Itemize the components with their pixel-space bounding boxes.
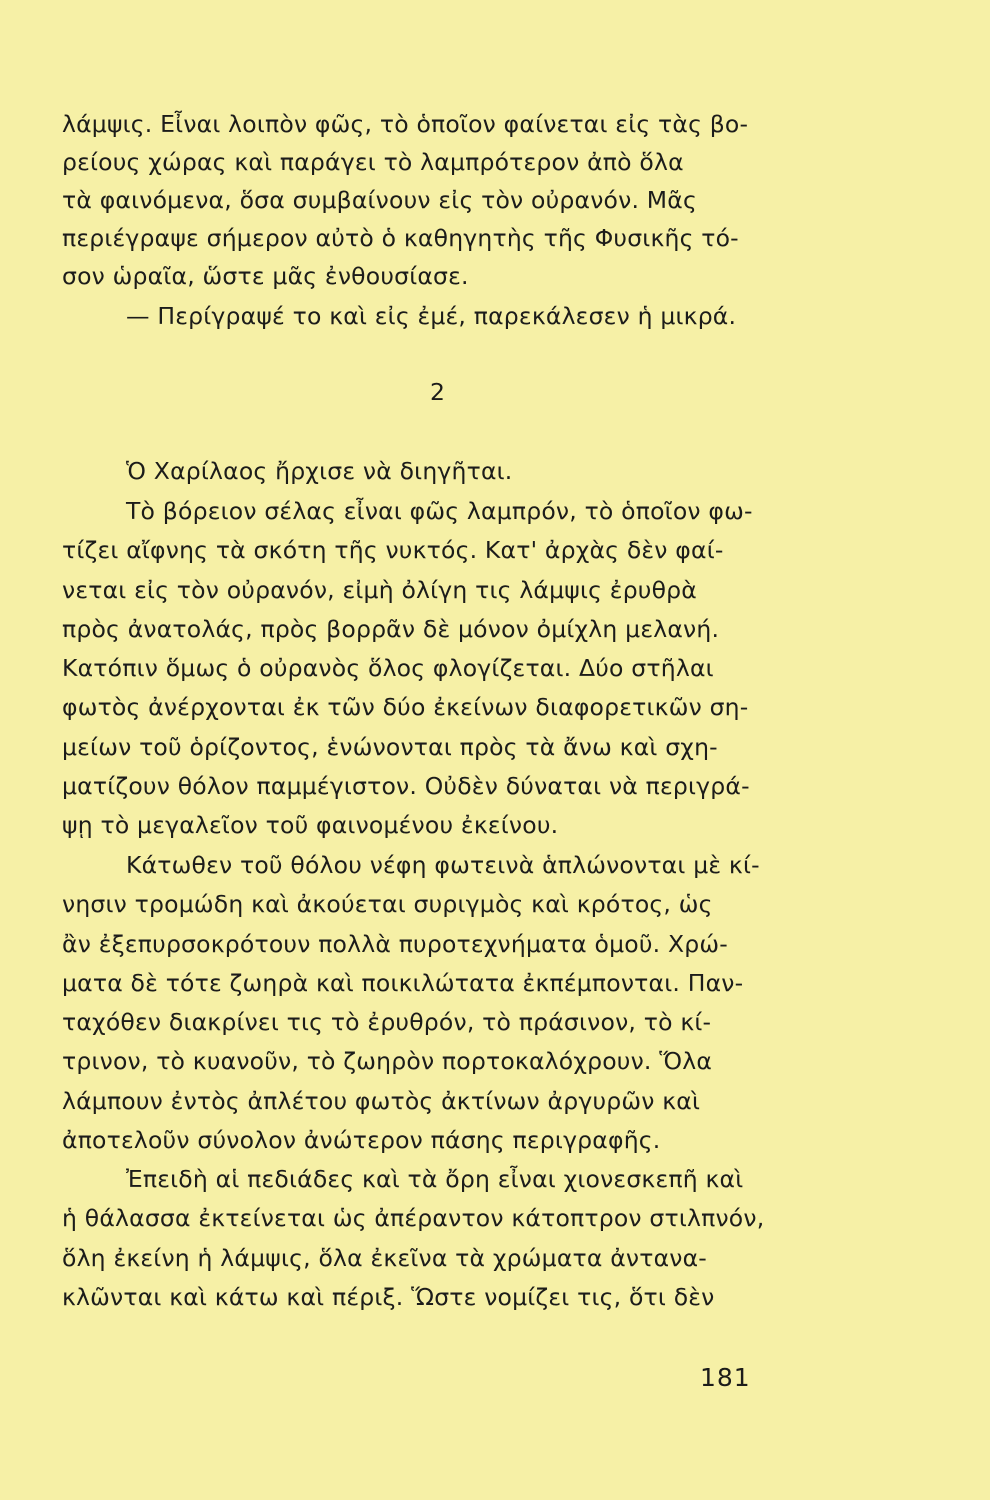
text-line: τίζει αἴφνης τὰ σκότη τῆς νυκτός. Κατ' ἀρχὰς δὲν φαί- xyxy=(62,536,724,564)
text-line: ματα δὲ τότε ζωηρὰ καὶ ποικιλώτατα ἐκπέμπονται. Παν- xyxy=(62,969,744,997)
text-line: μείων τοῦ ὁρίζοντος, ἑνώνονται πρὸς τὰ ἄνω καὶ σχη- xyxy=(62,733,718,761)
section-number: 2 xyxy=(430,378,445,406)
text-line: Ὁ Χαρίλαος ἤρχισε νὰ διηγῆται. xyxy=(126,457,513,485)
text-line: ὅλη ἐκείνη ἡ λάμψις, ὅλα ἐκεῖνα τὰ χρώματα ἀντανα- xyxy=(62,1244,707,1272)
text-line: κλῶνται καὶ κάτω καὶ πέριξ. Ὥστε νομίζει τις, ὅτι δὲν xyxy=(62,1283,715,1311)
text-line: λάμπουν ἐντὸς ἀπλέτου φωτὸς ἀκτίνων ἀργυρῶν καὶ xyxy=(62,1087,701,1115)
text-line: Κατόπιν ὅμως ὁ οὐρανὸς ὅλος φλογίζεται. Δύο στῆλαι xyxy=(62,654,714,682)
text-line: Τὸ βόρειον σέλας εἶναι φῶς λαμπρόν, τὸ ὁποῖον φω- xyxy=(126,497,753,525)
text-line: ταχόθεν διακρίνει τις τὸ ἐρυθρόν, τὸ πράσινον, τὸ κί- xyxy=(62,1008,712,1036)
text-line: ἀποτελοῦν σύνολον ἀνώτερον πάσης περιγραφῆς. xyxy=(62,1126,661,1154)
text-line: — Περίγραψέ το καὶ εἰς ἐμέ, παρεκάλεσεν ἡ μικρά. xyxy=(126,302,737,330)
text-line: Ἐπειδὴ αἱ πεδιάδες καὶ τὰ ὄρη εἶναι χιονεσκεπῆ καὶ xyxy=(126,1165,744,1193)
text-line: ρείους χώρας καὶ παράγει τὸ λαμπρότερον ἀπὸ ὅλα xyxy=(62,148,684,176)
text-line: ἡ θάλασσα ἐκτείνεται ὡς ἀπέραντον κάτοπτρον στιλπνόν, xyxy=(62,1204,765,1232)
text-line: περιέγραψε σήμερον αὐτὸ ὁ καθηγητὴς τῆς Φυσικῆς τό- xyxy=(62,224,739,252)
text-line: φωτὸς ἀνέρχονται ἐκ τῶν δύο ἐκείνων διαφορετικῶν ση- xyxy=(62,693,749,721)
text-line: ψῃ τὸ μεγαλεῖον τοῦ φαινομένου ἐκείνου. xyxy=(62,811,559,839)
page-number: 181 xyxy=(700,1363,751,1392)
text-line: ἂν ἐξεπυρσοκρότουν πολλὰ πυροτεχνήματα ὁμοῦ. Χρώ- xyxy=(62,930,728,958)
text-line: σον ὡραῖα, ὥστε μᾶς ἐνθουσίασε. xyxy=(62,262,469,290)
text-line: τὰ φαινόμενα, ὅσα συμβαίνουν εἰς τὸν οὐρανόν. Μᾶς xyxy=(62,186,697,214)
text-line: τρινον, τὸ κυανοῦν, τὸ ζωηρὸν πορτοκαλόχρουν. Ὅλα xyxy=(62,1047,713,1075)
text-line: πρὸς ἀνατολάς, πρὸς βορρᾶν δὲ μόνον ὀμίχλη μελανή. xyxy=(62,615,720,643)
text-line: ματίζουν θόλον παμμέγιστον. Οὐδὲν δύναται νὰ περιγρά- xyxy=(62,772,750,800)
text-line: νησιν τρομώδη καὶ ἀκούεται συριγμὸς καὶ κρότος, ὡς xyxy=(62,890,713,918)
text-line: νεται εἰς τὸν οὐρανόν, εἰμὴ ὀλίγη τις λάμψις ἐρυθρὰ xyxy=(62,576,697,604)
text-line: Κάτωθεν τοῦ θόλου νέφη φωτεινὰ ἁπλώνονται μὲ κί- xyxy=(126,851,760,879)
text-line: λάμψις. Εἶναι λοιπὸν φῶς, τὸ ὁποῖον φαίνεται εἰς τὰς βο- xyxy=(62,110,749,138)
